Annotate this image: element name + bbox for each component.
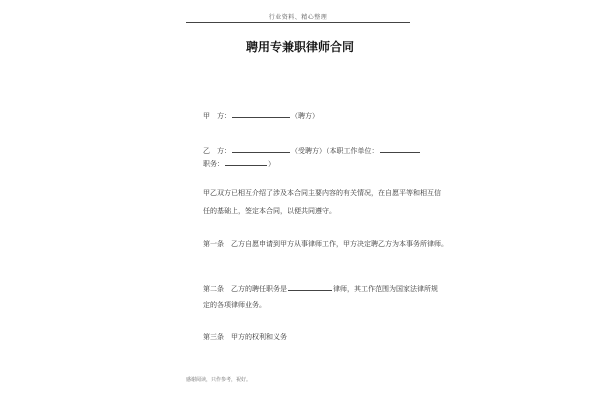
party-b-blank bbox=[232, 146, 290, 153]
position-blank bbox=[225, 159, 267, 166]
party-b-position-line bbox=[203, 159, 275, 169]
page-header: 行业资料、精心整理 bbox=[268, 14, 328, 21]
article-1: 第一条 乙方自愿申请到甲方从事律师工作，甲方决定聘乙方为本事务所律师。 bbox=[203, 240, 448, 248]
party-a-line bbox=[203, 111, 319, 121]
article-3: 第三条 甲方的权利和义务 bbox=[203, 333, 287, 341]
position-close: ） bbox=[268, 160, 275, 168]
party-a-suffix: （聘方） bbox=[291, 112, 319, 120]
article-2-blank bbox=[288, 284, 332, 291]
article-2-line-1 bbox=[203, 284, 438, 294]
party-a-blank bbox=[232, 111, 290, 118]
intro-line-2: 任的基础上，签定本合同，以便共同遵守。 bbox=[203, 207, 336, 215]
document-title: 聘用专兼职律师合同 bbox=[245, 40, 354, 54]
article-2-line-2: 定的各项律师业务。 bbox=[203, 301, 266, 309]
party-a-label: 甲 方： bbox=[203, 112, 231, 120]
party-b-suffix: （受聘方）（本职工作单位： bbox=[291, 147, 379, 155]
party-b-line bbox=[203, 146, 421, 156]
employer-blank bbox=[380, 146, 420, 153]
header-divider bbox=[186, 22, 410, 23]
intro-line-1: 甲乙双方已相互介绍了涉及本合同主要内容的有关情况，在自愿平等和相互信 bbox=[203, 189, 441, 197]
party-b-label: 乙 方： bbox=[203, 147, 231, 155]
article-2-suffix: 律师，其工作范围为国家法律所规 bbox=[333, 285, 438, 293]
position-label: 职务： bbox=[203, 160, 224, 168]
article-2-prefix: 第二条 乙方的聘任职务是 bbox=[203, 285, 287, 293]
page-footer: 感谢阅读，只作参考，祝好。 bbox=[186, 377, 252, 383]
